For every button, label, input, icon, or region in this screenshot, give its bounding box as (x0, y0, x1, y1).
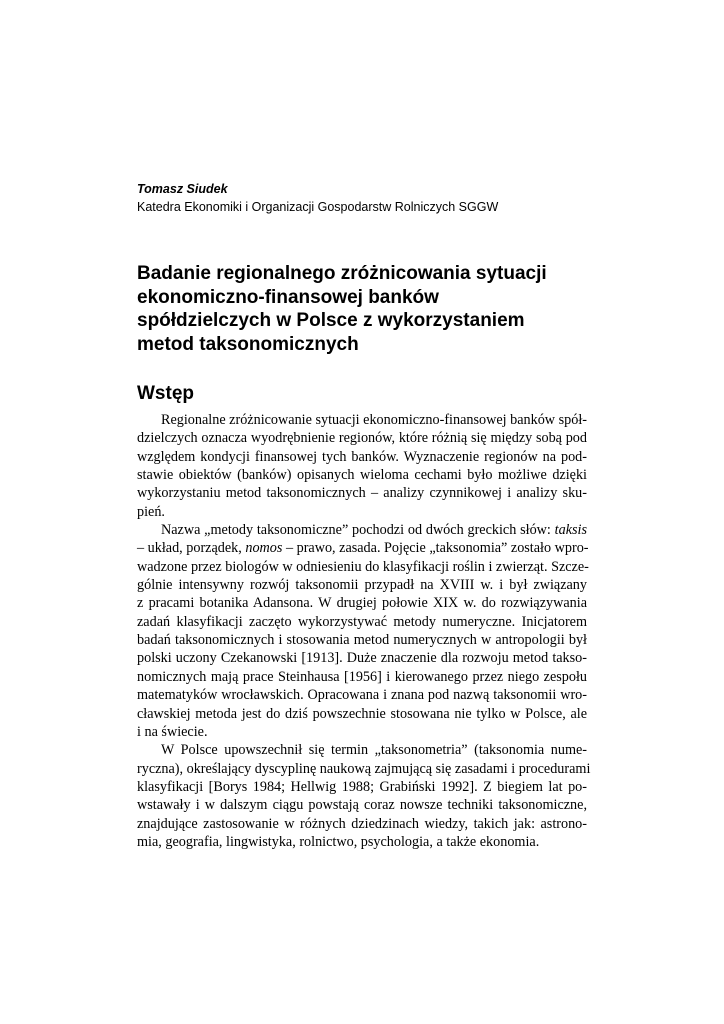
text-line: badań taksonomicznych i stosowania metod numerycznych w antropologii był (137, 632, 587, 649)
text-line: Regionalne zróżnicowanie sytuacji ekonomiczno-finansowej banków spół- (161, 412, 587, 428)
text-line: pień. (137, 503, 165, 520)
section-heading: Wstęp (137, 383, 194, 404)
title-line: Badanie regionalnego zróżnicowania sytuacji (137, 263, 547, 284)
text-line: i na świecie. (137, 723, 208, 740)
text-line: Nazwa „metody taksonomiczne” pochodzi od dwóch greckich słów: taksis (161, 522, 587, 539)
paper-title (137, 262, 587, 356)
italic-term: nomos (245, 540, 283, 557)
text-line: mia, geografia, lingwistyka, rolnictwo, psychologia, a także ekonomia. (137, 833, 540, 850)
text-line: z pracami botanika Adansona. W drugiej połowie XIX w. do rozwiązywania (137, 595, 587, 612)
text-line: polski uczony Czekanowski [1913]. Duże znaczenie dla rozwoju metod takso- (137, 650, 587, 667)
text-line: cławskiej metoda jest do dziś powszechnie stosowana nie tylko w Polsce, ale (137, 705, 587, 722)
text-line: zadań klasyfikacji zaczęto wykorzystywać metody numeryczne. Inicjatorem (137, 613, 587, 630)
text-line: klasyfikacji [Borys 1984; Hellwig 1988; Grabiński 1992]. Z biegiem lat po- (137, 778, 587, 795)
text-line: matematyków wrocławskich. Opracowana i znana pod nazwą taksonomii wro- (137, 687, 587, 704)
title-line: metod taksonomicznych (137, 333, 359, 355)
text-line: gólnie intensywny rozwój taksonomii przypadł na XVIII w. i był związany (137, 577, 587, 594)
text-line: – układ, porządek, nomos – prawo, zasada. Pojęcie „taksonomia” zostało wpro- (137, 540, 589, 557)
title-line: ekonomiczno-finansowej banków (137, 286, 439, 308)
italic-term: taksis (554, 522, 587, 539)
text-line: W Polsce upowszechnił się termin „taksonometria” (taksonomia nume- (161, 742, 587, 759)
body-text (137, 411, 591, 851)
text-line: ryczna), określający dyscyplinę naukową zajmującą się zasadami i procedurami (137, 760, 591, 777)
text-line: znajdujące zastosowanie w różnych dziedzinach wiedzy, takich jak: astrono- (137, 815, 587, 832)
text-line: nomicznych mają prace Steinhausa [1956] i kierowanego przez niego zespołu (137, 668, 587, 685)
author-affiliation: Katedra Ekonomiki i Organizacji Gospodarstw Rolniczych SGGW (137, 200, 499, 214)
text-line: wykorzystaniu metod taksonomicznych – analizy czynnikowej i analizy sku- (137, 485, 587, 502)
text-line: względem kondycji finansowej tych banków. Wyznaczenie regionów na pod- (137, 448, 587, 465)
text-line: stawie obiektów (banków) opisanych wieloma cechami było możliwe dzięki (137, 467, 587, 484)
author-name: Tomasz Siudek (137, 182, 228, 196)
text-line: wadzone przez biologów w odniesieniu do klasyfikacji roślin i zwierząt. Szcze- (137, 558, 589, 575)
title-line: spółdzielczych w Polsce z wykorzystaniem (137, 310, 525, 331)
text-line: dzielczych oznacza wyodrębnienie regionów, które różnią się między sobą pod (137, 430, 587, 447)
text-line: wstawały i w dalszym ciągu powstają coraz nowsze techniki taksonomiczne, (137, 797, 587, 814)
